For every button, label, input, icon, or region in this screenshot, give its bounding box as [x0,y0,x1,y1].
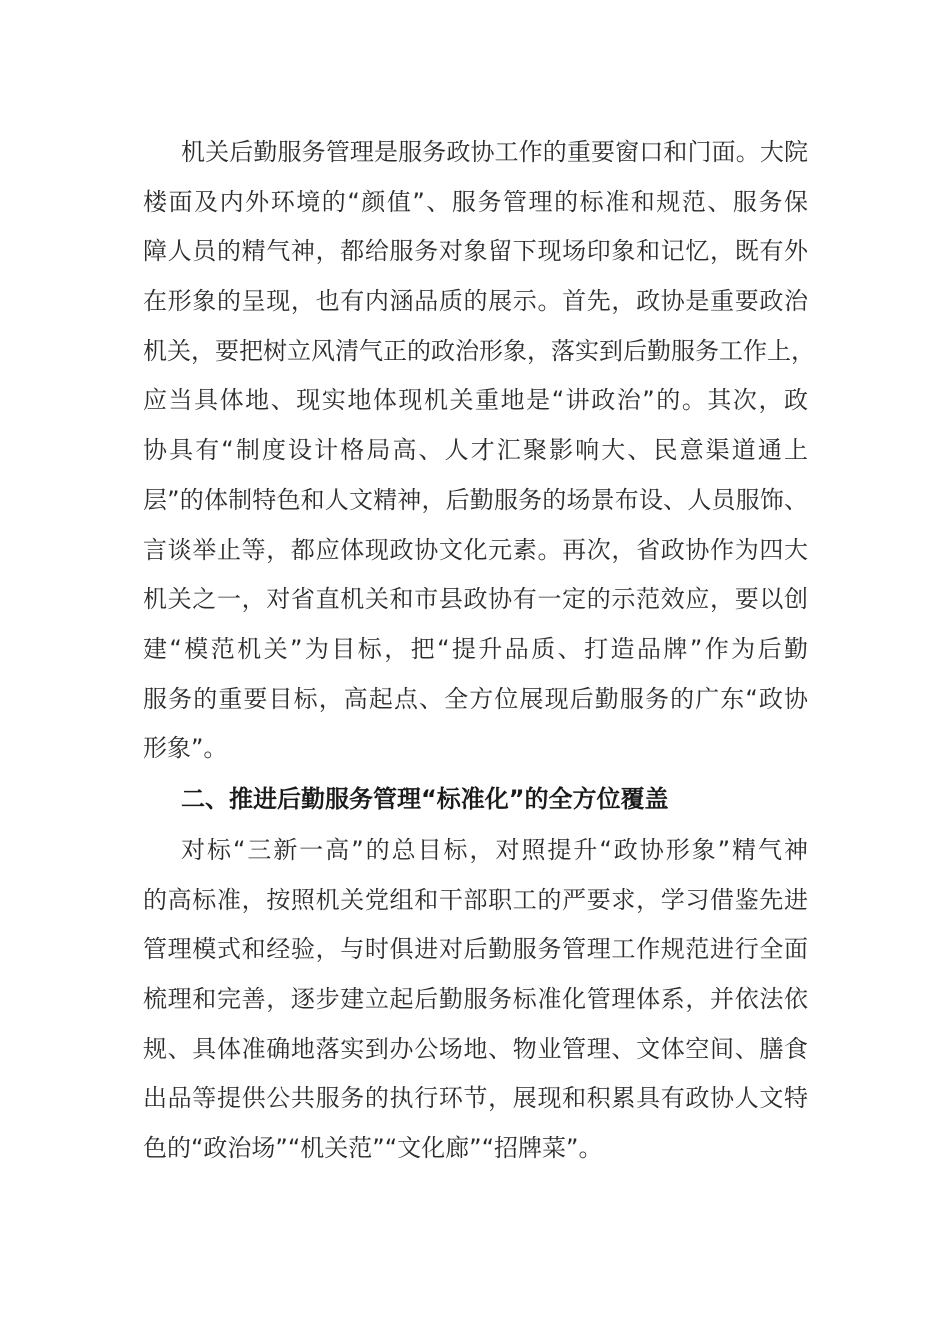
paragraph-2-line: 出品等提供公共服务的执行环节，展现和积累具有政协人文特 [143,1084,808,1113]
paragraph-1-line: 楼面及内外环境的“颜值”、服务管理的标准和规范、服务保 [143,187,808,216]
paragraph-1-line: 机关后勤服务管理是服务政协工作的重要窗口和门面。大院 [181,138,808,166]
paragraph-2-line: 梳理和完善，逐步建立起后勤服务标准化管理体系，并依法依 [143,985,808,1014]
paragraph-2-line: 管理模式和经验，与时俱进对后勤服务管理工作规范进行全面 [143,935,808,964]
paragraph-1-line: 协具有“制度设计格局高、人才汇聚影响大、民意渠道通上 [143,436,808,465]
paragraph-1-line: 障人员的精气神，都给服务对象留下现场印象和记忆，既有外 [143,237,808,266]
paragraph-2 [143,826,808,1174]
paragraph-2-line: 的高标准，按照机关党组和干部职工的严要求，学习借鉴先进 [143,885,808,914]
paragraph-1-line: 服务的重要目标，高起点、全方位展现后勤服务的广东“政协 [143,684,808,713]
paragraph-1-line: 机关之一，对省直机关和市县政协有一定的示范效应，要以创 [143,585,808,614]
paragraph-1-line: 机关，要把树立风清气正的政治形象，落实到后勤服务工作上， [143,336,815,365]
paragraph-1-line: 建“模范机关”为目标，把“提升品质、打造品牌”作为后勤 [143,634,808,663]
paragraph-1-line: 形象”。 [143,734,228,763]
paragraph-1-line: 在形象的呈现，也有内涵品质的展示。首先，政协是重要政治 [143,287,808,316]
paragraph-1 [143,128,815,774]
paragraph-2-line: 对标“三新一高”的总目标，对照提升“政协形象”精气神 [181,836,808,864]
section-heading-text: 二、推进后勤服务管理“标准化”的全方位覆盖 [181,785,669,813]
paragraph-2-line: 规、具体准确地落实到办公场地、物业管理、文体空间、膳食 [143,1034,808,1063]
paragraph-1-line: 言谈举止等，都应体现政协文化元素。再次，省政协作为四大 [143,535,808,564]
paragraph-1-line: 层”的体制特色和人文精神，后勤服务的场景布设、人员服饰、 [143,485,808,514]
paragraph-2-line: 色的“政治场”“机关范”“文化廊”“招牌菜”。 [143,1134,603,1163]
section-heading [143,775,808,825]
paragraph-1-line: 应当具体地、现实地体现机关重地是“讲政治”的。其次，政 [143,386,808,415]
